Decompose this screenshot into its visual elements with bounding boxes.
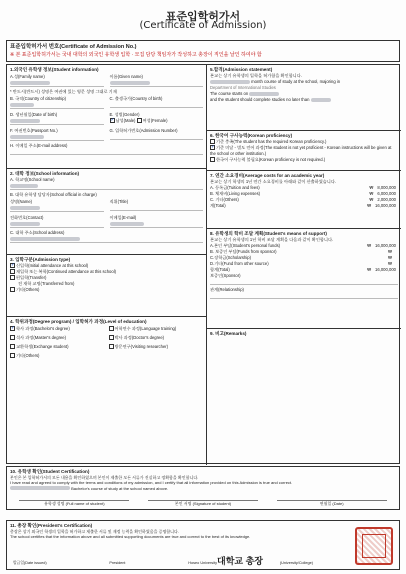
scholarship-currency: ₩: [388, 255, 392, 260]
section-admission-statement: [207, 65, 401, 131]
degree-others-label: 기타(Others): [16, 353, 40, 358]
section-6-heading: 6. 한국어 구사능력(Korean proficiency): [210, 133, 293, 138]
semester-label: month course of study at the school, majoring in: [251, 79, 341, 84]
continued-attendance-checkbox[interactable]: [10, 269, 15, 274]
tuition-amount: 8,000,000: [377, 185, 396, 190]
passport-field: [10, 134, 104, 141]
family-name-field: [10, 80, 104, 87]
sponsor-label: 보증인(Sponsor): [210, 273, 241, 278]
nationality-field: [10, 102, 104, 109]
proficiency-not-met-label: 기준 미달 - 별도 언어 과정(The student is not yet proficient - Korean instructions will be given at the school or other institution.): [210, 145, 392, 156]
section-5-heading: 5.합격(Admission statement): [210, 67, 273, 72]
bachelor-checkbox[interactable]: [10, 326, 15, 331]
student-cert-english: I have read and agreed to comply with the terms and conditions of my admission, and I certify that all information provided on this Admission is true and correct.: [10, 480, 293, 485]
continued-attendance-label: 재입학 또는 복학(Continued attendance at this school): [16, 269, 117, 274]
official-seal-stamp: [355, 527, 393, 565]
date-issued-label: 발급일(Date issued): [13, 560, 47, 565]
passport-label: F. 여권번호(Passport No.): [10, 128, 58, 133]
personal-funds-currency: ₩: [367, 243, 372, 248]
section-school-info: [7, 169, 206, 255]
section-10-heading: 10. 유학생 확인(Student Certification): [10, 469, 90, 474]
given-name-label: 이름(Given name): [109, 74, 143, 79]
finish-note: and the student should complete studies no later than: [210, 97, 310, 102]
section-8-heading: 8. 유학생의 학비 조달 계획(Student's means of support): [210, 231, 327, 236]
proficiency-not-required-label: 한국어 구사능력 불필요(Korean proficiency is not required.): [216, 157, 326, 162]
school-name-field: [10, 183, 203, 190]
form-grid: [6, 64, 400, 464]
costs-description: 본교는 상기 학생의 1년 연간 소요경비를 아래와 같이 산출하였습니다.: [210, 179, 337, 184]
total-support-amount: 16,000,000: [375, 267, 396, 272]
living-label: B. 체재비(Living expenses): [210, 191, 261, 196]
president-label: President: [109, 560, 126, 565]
admission-no-field: [110, 134, 204, 140]
total-support-currency: ₩: [367, 267, 372, 272]
department-value: Department of International Studies: [210, 85, 276, 90]
president-cert-english: The school certifies that the information above and all submitted supporting documents are true and correct to the best of its knowledge.: [10, 534, 251, 539]
president-korean-title: 대학교 총장: [217, 556, 263, 566]
transfer-checkbox[interactable]: [10, 275, 15, 280]
bachelor-label: 학사 과정(Bachelor's degree): [16, 326, 70, 331]
birthdate-field: [10, 118, 104, 125]
section-means-of-support: [207, 229, 401, 329]
personal-funds-amount: 16,000,000: [375, 243, 396, 248]
male-checkbox[interactable]: [110, 118, 115, 123]
scholarship-label: C.장학금(Scholarship): [210, 255, 251, 260]
phone-field: [10, 221, 104, 228]
others-cost-label: C. 기타(Others): [210, 197, 239, 202]
visiting-label: 방문연구(Visiting researcher): [114, 344, 169, 349]
family-name-label: A.성(Family name): [10, 74, 45, 79]
course-note: course of study at the school named above.: [90, 485, 169, 491]
student-date-label: 연월일 (Date): [319, 501, 344, 506]
section-3-heading: 3. 입학구분(Admission type): [10, 257, 71, 262]
transfer-from-label: 전 재학 교명(Transferred from): [18, 281, 75, 286]
male-label: 남성(Male): [115, 118, 136, 123]
section-average-costs: [207, 171, 401, 229]
university-label: (University/College): [279, 560, 313, 565]
tuition-label: A. 등록금(Tuition and fees): [210, 185, 260, 190]
school-name-label: A. 학교명(School name): [10, 177, 55, 182]
president-footer-line: [13, 556, 313, 567]
sponsor-funds-currency: ₩: [388, 249, 392, 254]
nationality-label: B. 국적(Country of citizenship): [10, 96, 67, 101]
official-title-field: [110, 205, 204, 211]
language-training-label: 어학연수 과정(Language training): [114, 326, 177, 331]
section-student-certification: [6, 466, 400, 510]
official-name-label: 성명(Name): [10, 199, 33, 204]
degree-value: Bachelor's: [71, 485, 90, 491]
total-support-label: 합계(Total): [210, 267, 230, 272]
total-cost-amount: 16,000,000: [375, 203, 396, 208]
certificate-title-english: (Certificate of Admission): [139, 20, 267, 31]
doctor-checkbox[interactable]: [109, 335, 114, 340]
start-note: The course starts on: [210, 91, 249, 96]
admission-statement-text: 본교는 상기 유학생의 입학을 허가함을 확인합니다.: [210, 73, 302, 78]
student-signature-label: 본인 서명 (Signature of student): [174, 501, 232, 506]
proficiency-met-label: 기준 충족(The student has the required Korean proficiency.): [216, 139, 327, 144]
proficiency-not-required-checkbox[interactable]: [210, 157, 215, 162]
admission-others-label: 기타(Others): [16, 287, 40, 292]
total-cost-row: [210, 203, 398, 209]
living-amount: 6,000,000: [377, 191, 396, 196]
personal-funds-label: A.본인 부담(Student's personal funds): [210, 243, 281, 248]
section-remarks: [207, 329, 401, 465]
total-cost-currency: ₩: [367, 203, 372, 208]
admission-others-checkbox[interactable]: [10, 287, 15, 292]
given-name-field: [110, 80, 204, 87]
exchange-label: 교환학생(Exchange student): [16, 344, 69, 349]
section-4-heading: 4. 학위과정(Degree program) / 입학허가 과정(Level of education): [10, 319, 147, 324]
email-field: [10, 149, 203, 155]
passport-name-note: * 반드시(반드시) 성명은 여권에 있는 영문 성명 그대로 기재: [10, 89, 117, 94]
email-label: H. 이메일 주소(E-mail address): [10, 143, 68, 148]
sponsor-field: [210, 279, 398, 285]
total-cost-label: 계(Total): [210, 203, 226, 208]
section-degree-program: [7, 317, 206, 465]
student-cert-text: 본인은 본 입학허가서의 모든 내용을 확인하였으며 본인이 제출한 모든 서류가 진실하고 정확함을 확인합니다.: [10, 474, 199, 480]
support-description: 본교는 상기 유학생의 1년 학비 조달 계획을 다음과 같이 확인합니다.: [210, 237, 334, 242]
transfer-label: 편입학(Transfer): [16, 275, 47, 280]
visiting-checkbox[interactable]: [109, 344, 114, 349]
student-name-label: 유학생 성명 (Full name of student): [44, 501, 105, 506]
birthdate-label: D. 생년월일(Date of birth): [10, 112, 58, 117]
section-korean-proficiency: [207, 131, 401, 171]
university-name: Hoseo University: [188, 560, 217, 565]
relationship-field: [210, 293, 398, 299]
proficiency-not-met-checkbox[interactable]: [210, 145, 215, 150]
section-president-certification: [6, 520, 400, 570]
gender-label: E. 성별(Gender): [109, 112, 140, 117]
others-cost-currency: ₩: [369, 197, 374, 202]
doctor-label: 박사 과정(Doctor's degree): [114, 335, 165, 340]
birth-country-field: [110, 102, 204, 108]
certificate-number-label: 표준입학허가서 번호(Certificate of Admission No.): [10, 44, 137, 50]
section-1-heading: 1.외국인 유학생 정보(Student information): [10, 67, 99, 72]
initial-attendance-label: 신입학(Initial attendance at this school): [16, 263, 89, 268]
degree-others-checkbox[interactable]: [10, 353, 15, 358]
exchange-checkbox[interactable]: [10, 344, 15, 349]
master-checkbox[interactable]: [10, 335, 15, 340]
other-source-label: D.기타(Fund from other source): [210, 261, 269, 266]
school-address-field: [10, 236, 203, 243]
birth-country-label: C. 출생국가(Country of birth): [109, 96, 163, 101]
tuition-currency: ₩: [369, 185, 374, 190]
phone-label: 전화번호(Contact): [10, 215, 44, 220]
female-checkbox[interactable]: [137, 118, 142, 123]
official-label: B. 대학 유학생 담당자(School official in charge): [10, 192, 97, 197]
school-address-label: C. 대학 주소(School address): [10, 230, 65, 235]
section-9-heading: 9. 비고(Remarks): [210, 331, 247, 336]
language-training-checkbox[interactable]: [109, 326, 114, 331]
section-11-heading: 11. 총장 확인(President's Certification): [10, 523, 93, 528]
female-label: 여성(Female): [142, 118, 168, 123]
sponsor-funds-label: B. 보증인 부담(Funds from sponsor): [210, 249, 277, 254]
admission-no-label: G. 입학허가번호(Admission Number): [109, 128, 178, 133]
certificate-title-korean: 표준입학허가서: [165, 10, 241, 23]
header-note: ※ 본 표준입학허가서는 국내 대학의 외국인 유학생 입학 · 모집 담당 책임자가 작성하고 총장이 직인을 날인 하여야 함: [10, 52, 262, 58]
master-label: 석사 과정(Master's degree): [16, 335, 67, 340]
initial-attendance-checkbox[interactable]: [10, 263, 15, 268]
official-title-label: 직위(Title): [109, 199, 129, 204]
official-name-field: [10, 205, 104, 212]
section-2-heading: 2. 대학 정보(School information): [10, 171, 80, 176]
left-column: [7, 65, 207, 465]
official-email-label: 이메일(E-mail): [109, 215, 137, 220]
right-column: [207, 65, 401, 465]
other-source-currency: ₩: [388, 261, 392, 266]
president-cert-text: 총장은 상기 외국인 학생의 입학을 허가하고 제출한 서류 및 재정 능력을 확인하였음을 증명합니다.: [10, 528, 180, 534]
section-admission-type: [7, 255, 206, 317]
section-7-heading: 7. 연간 소요경비(Average costs for an academic year): [210, 173, 325, 178]
others-cost-amount: 2,000,000: [377, 197, 396, 202]
official-email-field: [110, 221, 204, 228]
certificate-header: [6, 40, 400, 62]
living-currency: ₩: [369, 191, 374, 196]
relationship-label: 관계(Relationship): [210, 287, 244, 292]
section-student-info: [7, 65, 206, 169]
